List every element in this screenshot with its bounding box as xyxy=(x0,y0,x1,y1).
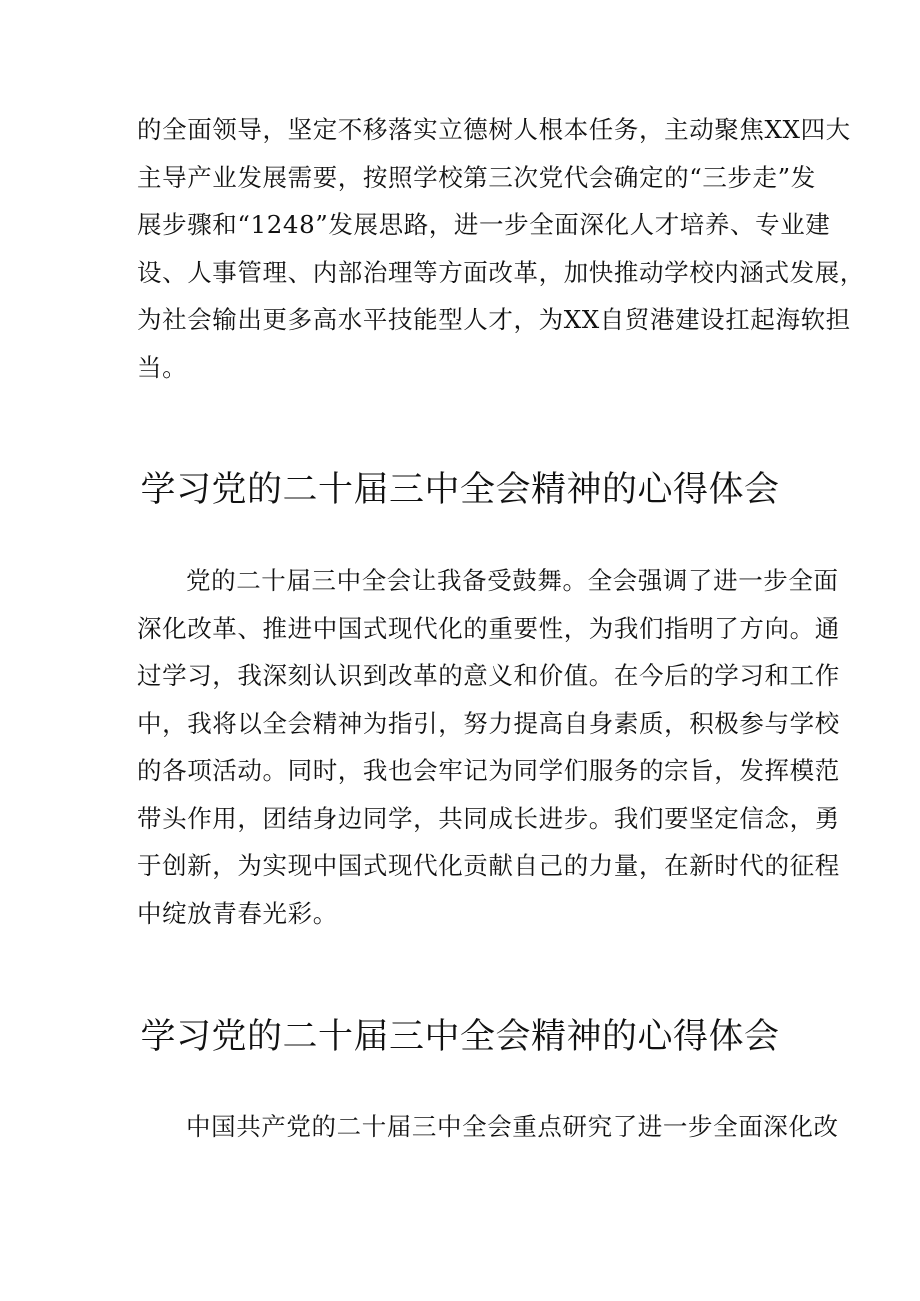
section-heading: 学习党的二十届三中全会精神的心得体会 xyxy=(140,1017,780,1057)
paragraph-line: 中，我将以全会精神为指引，努力提高自身素质，积极参与学校 xyxy=(137,708,840,738)
paragraph-body xyxy=(137,557,840,937)
paragraph-line: 过学习，我深刻认识到改革的意义和价值。在今后的学习和工作 xyxy=(137,661,840,690)
paragraph-continued xyxy=(137,106,865,391)
paragraph-line: 设、人事管理、内部治理等方面改革，加快推动学校内涵式发展， xyxy=(137,257,865,287)
paragraph-line: 的全面领导，坚定不移落实立德树人根本任务，主动聚焦XX四大 xyxy=(137,115,851,144)
paragraph-line: 党的二十届三中全会让我备受鼓舞。全会强调了进一步全面 xyxy=(186,566,839,595)
paragraph-line: 的各项活动。同时，我也会牢记为同学们服务的宗旨，发挥模范 xyxy=(137,756,840,785)
paragraph-line: 主导产业发展需要，按照学校第三次党代会确定的“三步走”发 xyxy=(137,162,816,192)
paragraph-line: 中绽放青春光彩。 xyxy=(137,898,338,928)
paragraph-line: 于创新，为实现中国式现代化贡献自己的力量，在新时代的征程 xyxy=(137,851,840,880)
section-heading: 学习党的二十届三中全会精神的心得体会 xyxy=(140,470,780,510)
paragraph-line: 深化改革、推进中国式现代化的重要性，为我们指明了方向。通 xyxy=(137,613,840,643)
paragraph-line: 展步骤和“1248”发展思路，进一步全面深化人才培养、专业建 xyxy=(137,210,831,239)
paragraph-line: 为社会输出更多高水平技能型人才，为XX自贸港建设扛起海软担 xyxy=(137,305,851,334)
paragraph-line: 带头作用，团结身边同学，共同成长进步。我们要坚定信念，勇 xyxy=(137,803,840,833)
paragraph-line: 中国共产党的二十届三中全会重点研究了进一步全面深化改 xyxy=(186,1112,839,1141)
paragraph-line: 当。 xyxy=(137,352,188,382)
paragraph-body xyxy=(137,1103,839,1151)
